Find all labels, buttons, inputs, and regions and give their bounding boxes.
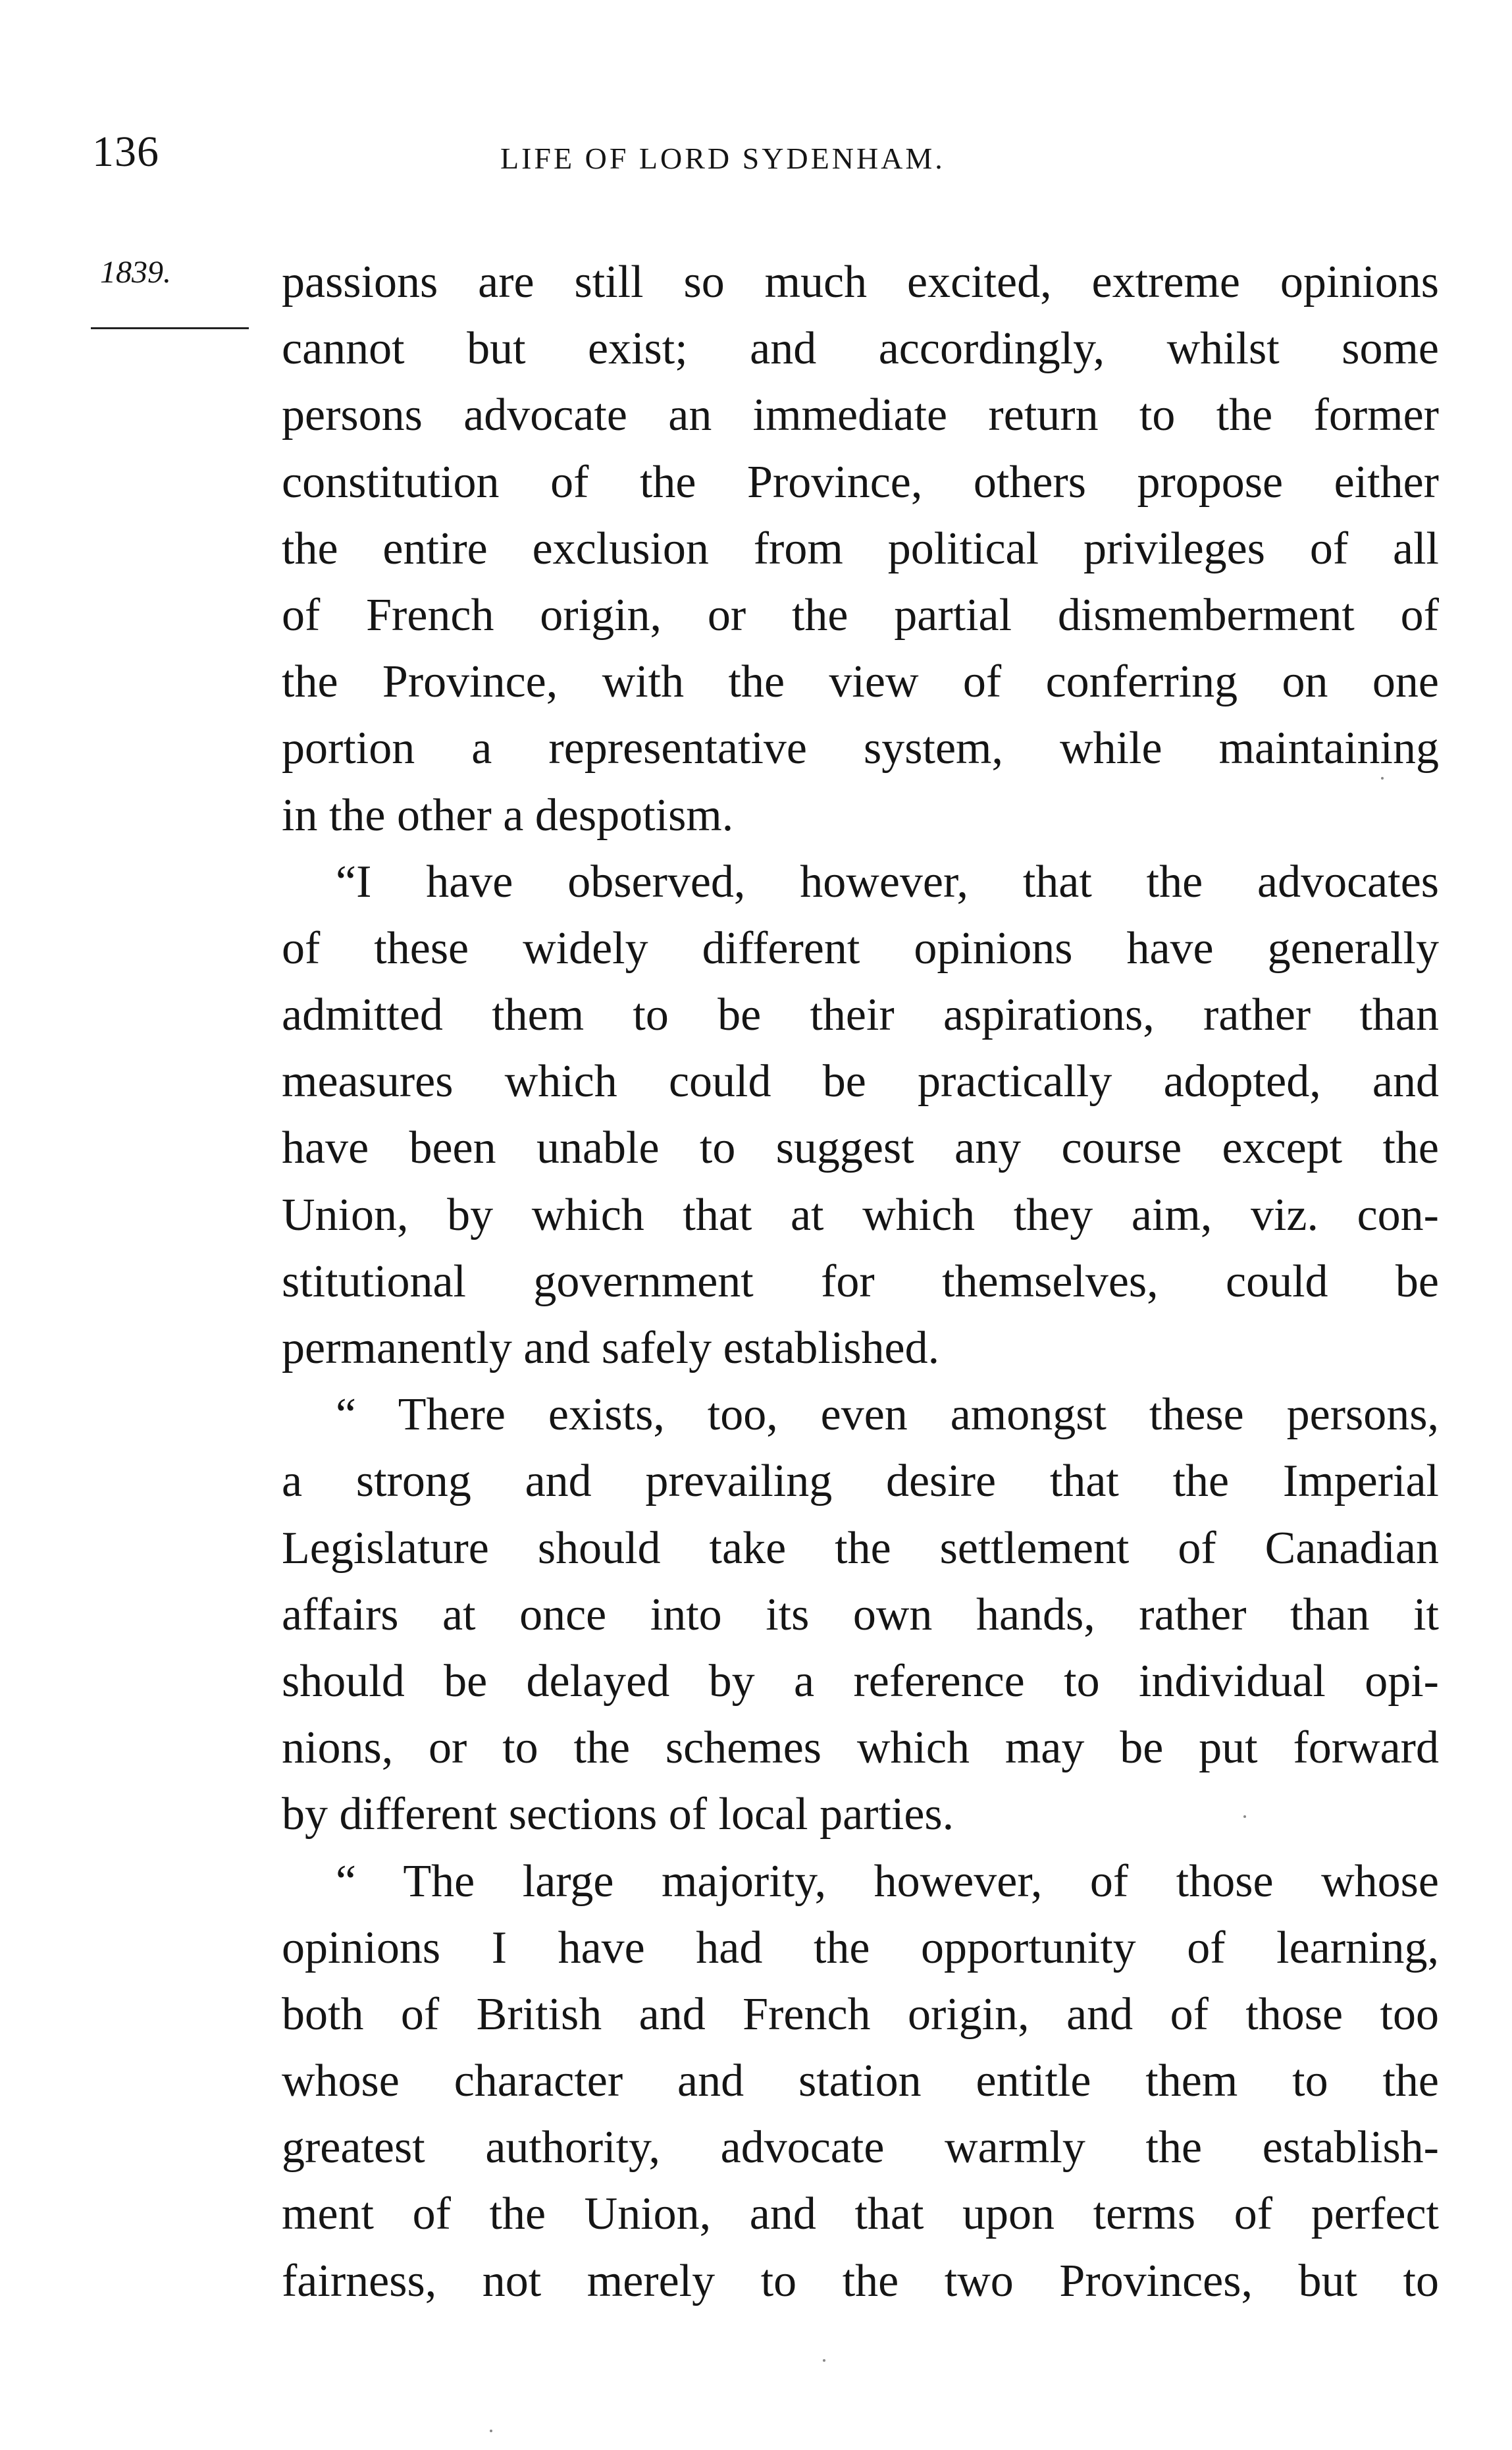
text-line: nions, or to the schemes which may be put forward — [282, 1722, 1439, 1774]
paragraph-end-line: in the other a despotism. — [282, 789, 734, 841]
paragraph-end-line: permanently and safely established. — [282, 1323, 940, 1373]
text-line: cannot but exist; and accordingly, whilst some — [282, 323, 1439, 375]
text-line: greatest authority, advocate warmly the establish- — [282, 2122, 1439, 2173]
text-line: Union, by which that at which they aim, viz. con- — [282, 1189, 1439, 1240]
margin-year-note: 1839. — [100, 255, 171, 290]
text-line: whose character and station entitle them to the — [282, 2056, 1439, 2107]
paragraph-end-line: by different sections of local parties. — [282, 1789, 954, 1840]
text-line: opinions I have had the opportunity of learning, — [282, 1922, 1439, 1973]
text-line: fairness, not merely to the two Provinces, but to — [282, 2255, 1439, 2306]
paper-speck — [490, 2430, 492, 2432]
text-line: Legislature should take the settlement of Canadian — [282, 1522, 1439, 1574]
paper-speck — [1381, 777, 1384, 780]
text-line: have been unable to suggest any course except the — [282, 1123, 1439, 1174]
text-line: a strong and prevailing desire that the Imperial — [282, 1456, 1439, 1507]
body-text — [282, 249, 1439, 2314]
text-line: passions are still so much excited, extreme opinions — [282, 257, 1439, 307]
page-number: 136 — [92, 128, 159, 176]
text-line: affairs at once into its own hands, rather than it — [282, 1589, 1439, 1640]
paragraph-start-line: “I have observed, however, that the advocates — [336, 856, 1439, 907]
text-line: the entire exclusion from political privileges of all — [282, 523, 1439, 574]
text-line: constitution of the Province, others propose either — [282, 456, 1439, 508]
text-line: of these widely different opinions have generally — [282, 922, 1439, 974]
text-line: of French origin, or the partial dismemberment of — [282, 589, 1439, 641]
text-line: admitted them to be their aspirations, rather than — [282, 990, 1439, 1041]
paragraph-start-line: “ There exists, too, even amongst these persons, — [336, 1389, 1439, 1441]
text-line: measures which could be practically adopted, and — [282, 1056, 1439, 1107]
running-title: LIFE OF LORD SYDENHAM. — [500, 142, 945, 175]
paper-speck — [1243, 1815, 1246, 1818]
paper-speck — [823, 2359, 825, 2362]
text-line: the Province, with the view of conferring on one — [282, 656, 1439, 708]
text-line: portion a representative system, while maintaining — [282, 723, 1439, 774]
paragraph-start-line: “ The large majority, however, of those whose — [336, 1855, 1439, 1907]
text-line: stitutional government for themselves, could be — [282, 1256, 1439, 1307]
text-line: ment of the Union, and that upon terms of perfect — [282, 2189, 1439, 2240]
text-line: persons advocate an immediate return to the former — [282, 390, 1439, 441]
text-line: should be delayed by a reference to individual opi- — [282, 1655, 1439, 1707]
text-line: both of British and French origin, and of those too — [282, 1988, 1439, 2040]
margin-rule — [91, 327, 249, 329]
